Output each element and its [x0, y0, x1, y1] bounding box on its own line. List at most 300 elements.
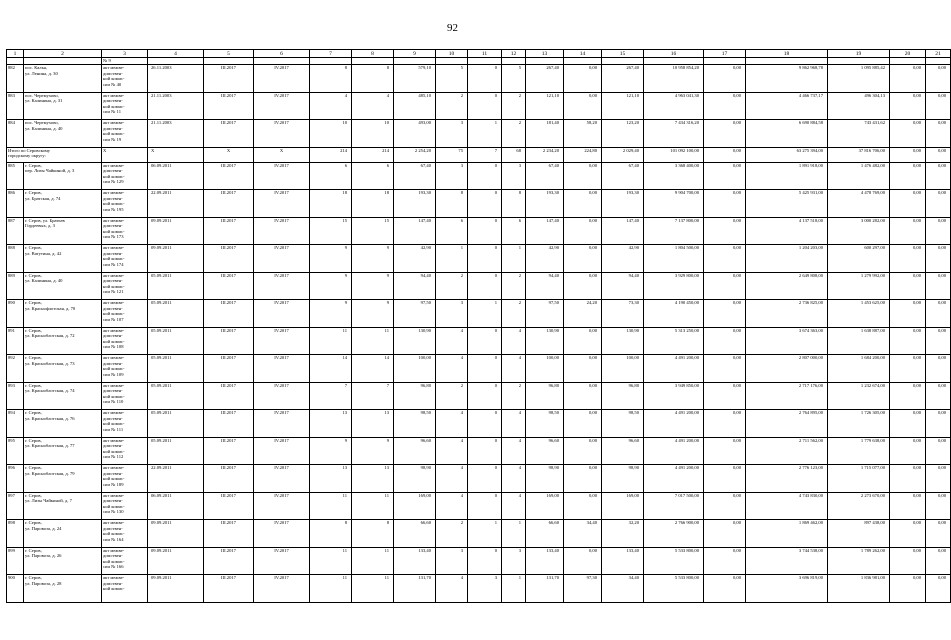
table-cell: III.2017	[204, 162, 254, 190]
table-cell: IV.2017	[254, 492, 310, 520]
table-cell: 897	[7, 492, 24, 520]
table-cell: акт межве- домствен- ной комис- сии № 108	[102, 327, 148, 355]
table-cell: 3	[502, 162, 526, 190]
table-cell: 0	[468, 492, 502, 520]
table-cell: 3 949 850,00	[644, 382, 704, 410]
table-cell: 97,50	[394, 300, 436, 328]
table-cell: 0,00	[890, 410, 926, 438]
table-row	[7, 92, 951, 120]
table-cell: г. Серов, ул. Братская, д. 74	[24, 190, 102, 218]
table-cell: 8	[352, 520, 394, 548]
column-number-19: 19	[828, 50, 890, 58]
table-cell: 884	[7, 120, 24, 148]
table-cell: г. Серов, пер. Лизы Чайкиной, д. 3	[24, 162, 102, 190]
table-cell: 0,00	[704, 92, 746, 120]
table-cell: акт межве- домствен- ной комис- сии № 195	[102, 190, 148, 218]
column-number-11: 11	[468, 50, 502, 58]
column-number-12: 12	[502, 50, 526, 58]
table-cell: 98,50	[602, 410, 644, 438]
table-row	[7, 492, 951, 520]
table-cell: 3	[436, 162, 468, 190]
table-cell: акт межве- домствен- ной комис- сии № 40	[102, 65, 148, 93]
table-cell: 886	[7, 190, 24, 218]
table-cell: 06.09.2011	[148, 492, 204, 520]
table-cell: 1 095 885,42	[828, 65, 890, 93]
table-cell: IV.2017	[254, 437, 310, 465]
table-cell: 4	[436, 465, 468, 493]
table-cell: 96,80	[394, 382, 436, 410]
table-cell: Итого по Серовскому городскому округу:	[7, 147, 102, 162]
table-cell: 2 029,40	[602, 147, 644, 162]
column-number-15: 15	[602, 50, 644, 58]
table-cell: акт межве- домствен- ной комис- сии № 111	[102, 410, 148, 438]
table-cell: 0,00	[704, 190, 746, 218]
table-cell: 4	[436, 327, 468, 355]
table-cell: 1 715 077,00	[828, 465, 890, 493]
table-cell: 4 190 450,00	[644, 300, 704, 328]
table-cell: IV.2017	[254, 272, 310, 300]
table-cell: 0,00	[926, 465, 951, 493]
table-cell: 3	[436, 547, 468, 575]
table-cell: 4 137 518,00	[746, 217, 828, 245]
header-remnant-row	[7, 58, 951, 65]
table-cell: 1 638 887,00	[828, 327, 890, 355]
table-cell: акт межве- домствен- ной комис-	[102, 575, 148, 603]
table-cell: 0,00	[890, 575, 926, 603]
table-cell: 898	[7, 520, 24, 548]
table-cell: 0,00	[564, 437, 602, 465]
table-cell: акт межве- домствен- ной комис- сии № 19	[102, 120, 148, 148]
table-cell: 0,00	[926, 120, 951, 148]
table-cell: 2	[502, 272, 526, 300]
table-cell: 1	[468, 300, 502, 328]
table-cell: 09.09.2011	[148, 575, 204, 603]
table-cell: г. Серов, ул. Калинина, д. 40	[24, 272, 102, 300]
table-cell: 8	[436, 190, 468, 218]
table-cell: 18	[310, 190, 352, 218]
table-cell: 75	[436, 147, 468, 162]
table-cell: IV.2017	[254, 300, 310, 328]
table-cell: 900	[7, 575, 24, 603]
column-number-7: 7	[310, 50, 352, 58]
table-cell: 224,80	[564, 147, 602, 162]
table-cell: 05.09.2011	[148, 300, 204, 328]
table-cell: 4 743 830,00	[746, 492, 828, 520]
column-number-2: 2	[24, 50, 102, 58]
table-cell: 0,00	[890, 547, 926, 575]
table-cell: 4	[352, 92, 394, 120]
table-cell: 6	[352, 162, 394, 190]
table-cell: 0,00	[890, 382, 926, 410]
table-cell: 3	[468, 575, 502, 603]
table-cell: 05.09.2011	[148, 272, 204, 300]
column-number-17: 17	[704, 50, 746, 58]
table-cell: III.2017	[204, 92, 254, 120]
table-cell: 11	[310, 327, 352, 355]
table-cell: 98,50	[526, 410, 564, 438]
table-cell: 98,90	[602, 465, 644, 493]
table-cell: 9	[352, 300, 394, 328]
column-number-6: 6	[254, 50, 310, 58]
table-cell: 4 491 200,00	[644, 437, 704, 465]
table-cell: 0	[468, 92, 502, 120]
table-cell: 0,00	[926, 300, 951, 328]
table-cell: 121,10	[602, 92, 644, 120]
table-cell: 1 789 262,00	[828, 547, 890, 575]
table-cell: 1 684 200,00	[828, 355, 890, 383]
table-cell: IV.2017	[254, 520, 310, 548]
table-cell: 0,00	[564, 92, 602, 120]
table-cell: III.2017	[204, 437, 254, 465]
table-cell: 63 275 394,00	[746, 147, 828, 162]
table-cell: 0	[468, 245, 502, 273]
table-row	[7, 190, 951, 218]
table-cell: 96,80	[526, 382, 564, 410]
table-cell: 894	[7, 410, 24, 438]
table-cell: 8	[502, 190, 526, 218]
table-cell: 3 674 363,00	[746, 327, 828, 355]
table-cell: 0,00	[564, 547, 602, 575]
table-cell: 169,00	[602, 492, 644, 520]
table-cell: 2	[436, 92, 468, 120]
table-cell: 9	[310, 437, 352, 465]
table-cell: 3	[436, 300, 468, 328]
table-cell: 96,80	[602, 382, 644, 410]
table-cell: 0,00	[926, 190, 951, 218]
table-cell: 193,30	[394, 190, 436, 218]
table-cell: 10 958 854,20	[644, 65, 704, 93]
table-cell: 0,00	[704, 120, 746, 148]
table-cell: 0,00	[704, 327, 746, 355]
table-cell: 130,90	[394, 327, 436, 355]
table-cell: 131,70	[526, 575, 564, 603]
housing-program-table	[6, 49, 951, 603]
table-cell: акт межве- домствен- ной комис- сии № 109	[102, 355, 148, 383]
table-cell: 0,00	[926, 147, 951, 162]
table-cell: 0,00	[926, 162, 951, 190]
table-cell: 133,40	[394, 547, 436, 575]
table-cell: 0,00	[704, 492, 746, 520]
table-cell: 181,40	[526, 120, 564, 148]
table-cell: 8	[310, 65, 352, 93]
table-cell: 0,00	[704, 382, 746, 410]
table-cell: IV.2017	[254, 92, 310, 120]
table-cell: 743 431,62	[828, 120, 890, 148]
table-cell: г. Серов, ул. Красноблотская, д. 73	[24, 355, 102, 383]
table-cell: 1 804 500,00	[644, 245, 704, 273]
table-cell: 0,00	[890, 272, 926, 300]
table-cell: 13	[310, 410, 352, 438]
table-cell: 09.09.2011	[148, 217, 204, 245]
table-cell: 496 304,13	[828, 92, 890, 120]
table-cell: 882	[7, 65, 24, 93]
table-cell: III.2017	[204, 410, 254, 438]
table-cell: 09.09.2011	[148, 547, 204, 575]
table-cell: 15	[352, 217, 394, 245]
table-cell: акт межве- домствен- ной комис- сии № 189	[102, 465, 148, 493]
table-cell: 0,00	[564, 162, 602, 190]
table-cell: 2 254,20	[394, 147, 436, 162]
table-cell: X	[254, 147, 310, 162]
subtotal-row	[7, 147, 951, 162]
table-cell: 2 717 176,00	[746, 382, 828, 410]
table-cell: 579,10	[394, 65, 436, 93]
table-cell: 0,00	[704, 217, 746, 245]
table-cell: 0,00	[890, 300, 926, 328]
table-cell: 0	[468, 65, 502, 93]
table-cell: 4	[502, 410, 526, 438]
table-cell: 0,00	[890, 120, 926, 148]
table-cell: 0,00	[704, 547, 746, 575]
table-cell: 3 929 800,00	[644, 272, 704, 300]
table-cell: 193,30	[602, 190, 644, 218]
column-number-row	[7, 50, 951, 58]
table-row	[7, 120, 951, 148]
table-cell: 0,00	[564, 355, 602, 383]
table-cell: 0,00	[564, 382, 602, 410]
table-cell: 4	[502, 492, 526, 520]
table-cell: 0,00	[926, 437, 951, 465]
table-cell: 32,20	[602, 520, 644, 548]
table-cell: IV.2017	[254, 382, 310, 410]
table-cell: акт межве- домствен- ной комис- сии № 164	[102, 520, 148, 548]
table-cell: 42,90	[526, 245, 564, 273]
table-cell: г. Серов, ул. Красноблотская, д. 72	[24, 327, 102, 355]
table-cell: 9	[310, 300, 352, 328]
table-cell: 1	[502, 575, 526, 603]
table-cell: 5 313 250,00	[644, 327, 704, 355]
table-cell: 13	[352, 465, 394, 493]
table-cell: 121,10	[526, 92, 564, 120]
table-cell: 4	[436, 492, 468, 520]
header-remnant: № 9	[102, 58, 148, 65]
table-row	[7, 437, 951, 465]
table-cell: 1 726 305,00	[828, 410, 890, 438]
column-number-16: 16	[644, 50, 704, 58]
table-cell: 0,00	[704, 300, 746, 328]
table-cell: 18	[352, 190, 394, 218]
table-cell: акт межве- домствен- ной комис- сии № 11	[102, 92, 148, 120]
table-cell: 493,00	[394, 120, 436, 148]
table-cell: 893	[7, 382, 24, 410]
table-cell: 0,00	[890, 92, 926, 120]
table-cell: 98,90	[526, 465, 564, 493]
table-cell: III.2017	[204, 355, 254, 383]
table-cell: 4 466 737,17	[746, 92, 828, 120]
column-number-8: 8	[352, 50, 394, 58]
table-cell: 100,00	[394, 355, 436, 383]
table-cell: 0	[468, 190, 502, 218]
table-cell: 131,70	[394, 575, 436, 603]
table-cell: 68	[502, 147, 526, 162]
table-cell: 0,00	[704, 65, 746, 93]
table-cell: 0,00	[564, 465, 602, 493]
table-row	[7, 272, 951, 300]
table-cell: 34,40	[564, 520, 602, 548]
table-cell: 7	[352, 382, 394, 410]
table-cell: акт межве- домствен- ной комис- сии № 107	[102, 300, 148, 328]
table-cell: 7	[468, 147, 502, 162]
table-cell: 5 425 931,00	[746, 190, 828, 218]
table-cell: 0,00	[890, 520, 926, 548]
table-cell: 9	[352, 437, 394, 465]
table-cell: 73,30	[602, 300, 644, 328]
column-number-13: 13	[526, 50, 564, 58]
table-cell: 9	[352, 245, 394, 273]
table-cell: X	[204, 147, 254, 162]
table-cell: 888	[7, 245, 24, 273]
table-cell: 67,40	[394, 162, 436, 190]
table-cell: акт межве- домствен- ной комис- сии № 129	[102, 162, 148, 190]
table-cell: 485,10	[394, 92, 436, 120]
table-cell: г. Серов, ул. Красноблотская, д. 77	[24, 437, 102, 465]
table-cell: 4	[502, 465, 526, 493]
table-cell: 0,00	[704, 162, 746, 190]
table-cell: 0	[468, 465, 502, 493]
table-cell: 11	[310, 575, 352, 603]
table-cell: 267,40	[526, 65, 564, 93]
table-cell: IV.2017	[254, 190, 310, 218]
table-row	[7, 575, 951, 603]
table-cell: 9	[352, 272, 394, 300]
table-row	[7, 382, 951, 410]
table-cell: 05.09.2011	[148, 437, 204, 465]
table-cell: III.2017	[204, 575, 254, 603]
table-cell: 4 963 041,30	[644, 92, 704, 120]
table-cell: 0,00	[890, 162, 926, 190]
table-cell: IV.2017	[254, 465, 310, 493]
table-cell: 169,00	[526, 492, 564, 520]
column-number-14: 14	[564, 50, 602, 58]
table-cell: 3 000 282,00	[828, 217, 890, 245]
table-cell: 0,00	[926, 382, 951, 410]
table-cell: 11	[352, 547, 394, 575]
table-cell: 21.11.2003	[148, 92, 204, 120]
table-cell: 214	[352, 147, 394, 162]
table-cell: 600 297,00	[828, 245, 890, 273]
table-cell: г. Серов, ул. Лизы Чайкиной, д. 7	[24, 492, 102, 520]
table-cell: 4	[502, 437, 526, 465]
table-cell: 2	[436, 272, 468, 300]
table-cell: 2 764 895,00	[746, 410, 828, 438]
table-cell: 0,00	[704, 437, 746, 465]
table-cell: 4 491 200,00	[644, 355, 704, 383]
table-cell: 11	[352, 575, 394, 603]
table-cell: акт межве- домствен- ной комис- сии № 112	[102, 437, 148, 465]
table-cell: 97,30	[564, 575, 602, 603]
table-cell: 883	[7, 92, 24, 120]
table-cell: III.2017	[204, 272, 254, 300]
table-cell: 4	[502, 327, 526, 355]
table-cell: 890	[7, 300, 24, 328]
table-cell: пос. Черемухово, ул. Калинина, д. 40	[24, 120, 102, 148]
table-cell: 0,00	[704, 520, 746, 548]
table-cell: 09.09.2011	[148, 245, 204, 273]
table-cell: 6	[502, 217, 526, 245]
table-cell: 6	[310, 162, 352, 190]
table-cell: 0,00	[926, 327, 951, 355]
table-cell: акт межве- домствен- ной комис- сии № 121	[102, 272, 148, 300]
table-cell: 11	[352, 327, 394, 355]
table-cell: 11	[352, 492, 394, 520]
table-cell: III.2017	[204, 465, 254, 493]
column-number-21: 21	[926, 50, 951, 58]
table-cell: 0	[468, 327, 502, 355]
table-cell: 0	[468, 437, 502, 465]
table-cell: 15	[310, 217, 352, 245]
table-cell: 13	[352, 410, 394, 438]
table-cell: III.2017	[204, 65, 254, 93]
table-cell: 67,40	[526, 162, 564, 190]
table-cell: 0	[468, 355, 502, 383]
table-cell: 4	[436, 437, 468, 465]
table-cell: 147,40	[526, 217, 564, 245]
table-cell: 98,50	[394, 410, 436, 438]
table-row	[7, 327, 951, 355]
column-number-20: 20	[890, 50, 926, 58]
table-cell: 24,20	[564, 300, 602, 328]
table-cell: 0,00	[564, 190, 602, 218]
table-cell: 66,60	[394, 520, 436, 548]
table-cell: 11	[310, 492, 352, 520]
table-cell: 0	[468, 217, 502, 245]
table-cell: IV.2017	[254, 65, 310, 93]
table-cell: 0,00	[890, 327, 926, 355]
table-cell: 0,00	[704, 465, 746, 493]
column-number-5: 5	[204, 50, 254, 58]
column-number-18: 18	[746, 50, 828, 58]
table-cell: 130,90	[526, 327, 564, 355]
table-cell: 7 434 316,20	[644, 120, 704, 148]
table-cell: г. Серов, ул. Братьев Гордеевых, д. 3	[24, 217, 102, 245]
table-cell: 94,40	[394, 272, 436, 300]
table-cell: 0	[468, 382, 502, 410]
table-cell: 6	[436, 217, 468, 245]
table-cell: 0,00	[704, 272, 746, 300]
column-number-3: 3	[102, 50, 148, 58]
table-cell: 9 904 700,00	[644, 190, 704, 218]
table-cell: пос. Калья, ул. Ленина, д. 30	[24, 65, 102, 93]
table-cell: 0,00	[926, 355, 951, 383]
table-cell: IV.2017	[254, 410, 310, 438]
table-cell: 0,00	[926, 547, 951, 575]
table-cell: 897 438,00	[828, 520, 890, 548]
table-cell: 2	[436, 520, 468, 548]
table-row	[7, 465, 951, 493]
table-cell: 97,50	[526, 300, 564, 328]
table-cell: 05.09.2011	[148, 382, 204, 410]
table-cell: 0	[468, 410, 502, 438]
table-cell: 0,00	[890, 465, 926, 493]
table-cell: 26.11.2003	[148, 65, 204, 93]
table-cell: 0	[468, 162, 502, 190]
table-cell: 0,00	[564, 65, 602, 93]
table-cell: 147,40	[602, 217, 644, 245]
table-cell: 0,00	[926, 65, 951, 93]
table-cell: 0,00	[890, 245, 926, 273]
table-cell: III.2017	[204, 382, 254, 410]
table-cell: 10	[352, 120, 394, 148]
table-cell: г. Серов, ул. Красноблотская, д. 79	[24, 465, 102, 493]
table-cell: 1 279 992,00	[828, 272, 890, 300]
table-cell: 0,00	[564, 217, 602, 245]
table-cell: IV.2017	[254, 327, 310, 355]
table-cell: 5 533 800,00	[644, 575, 704, 603]
table-cell: акт межве- домствен- ной комис- сии № 174	[102, 245, 148, 273]
table-cell: 2 711 562,00	[746, 437, 828, 465]
table-cell: 892	[7, 355, 24, 383]
table-cell: 0,00	[704, 575, 746, 603]
